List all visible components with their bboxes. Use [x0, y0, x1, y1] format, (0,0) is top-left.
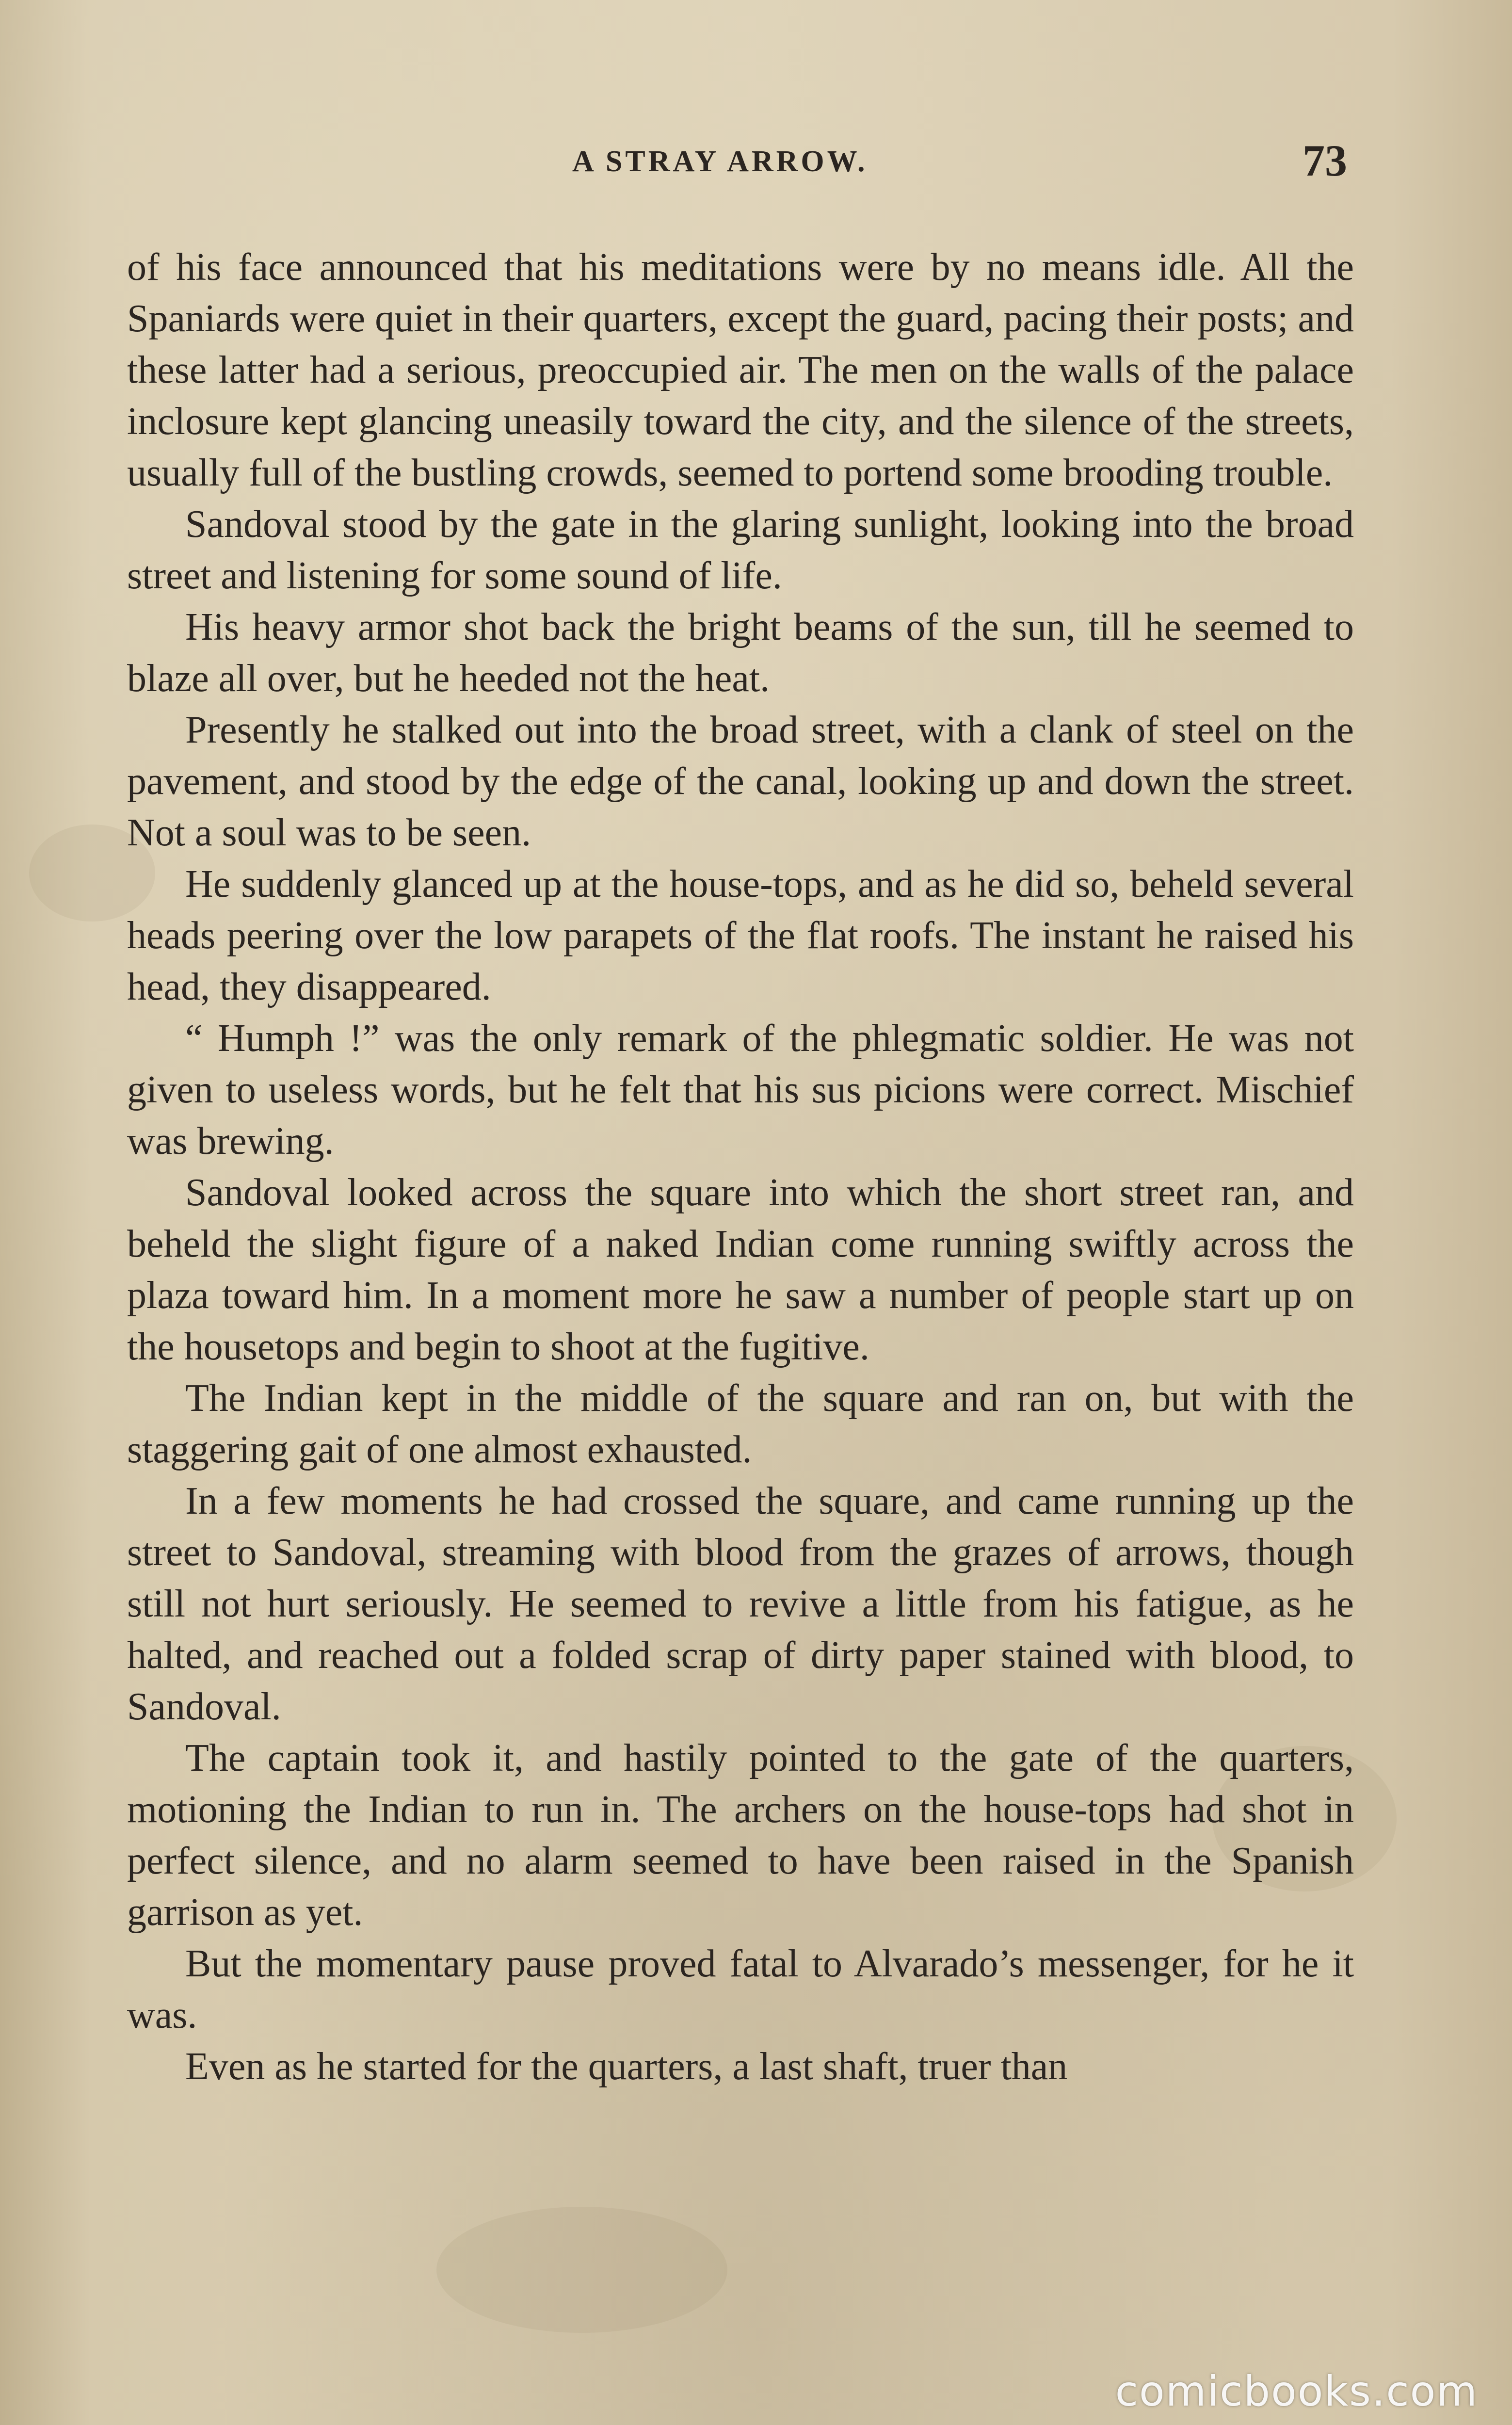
paragraph: Sandoval stood by the gate in the glaring sunlight, looking into the broad street and listening for some sound of life. [127, 503, 1354, 597]
running-head [0, 136, 1512, 198]
paragraph: The Indian kept in the middle of the square and ran on, but with the staggering gait of one almost exhausted. [127, 1377, 1354, 1471]
body-text [127, 242, 1354, 2092]
page-number: 73 [1303, 136, 1347, 185]
paragraph: Sandoval looked across the square into which the short street ran, and beheld the slight figure of a naked Indian come running swiftly across the plaza toward him. In a moment more he saw a number of people start up on the housetops and begin to shoot at the fugitive. [127, 1171, 1354, 1368]
paragraph: of his face announced that his meditations were by no means idle. All the Spaniards were quiet in their quarters, except the guard, pacing their posts; and these latter had a serious, preoccupied air. The men on the walls of the palace inclosure kept glancing uneasily toward the city, and the silence of the streets, usually full of the bustling crowds, seemed to portend some brooding trouble. [127, 246, 1354, 494]
paragraph: But the momentary pause proved fatal to Alvarado’s messenger, for he it was. [127, 1942, 1354, 2037]
paragraph: In a few moments he had crossed the square, and came running up the street to Sandoval, streaming with blood from the grazes of arrows, though still not hurt seriously. He seemed to revive a little from his fatigue, as he halted, and reached out a folded scrap of dirty paper stained with blood, to Sandoval. [127, 1480, 1354, 1728]
paragraph: “ Humph !” was the only remark of the phlegmatic soldier. He was not given to useless words, but he felt that his sus picions were correct. Mischief was brewing. [127, 1017, 1354, 1163]
watermark: comicbooks.com [1115, 2367, 1478, 2416]
paragraph: Even as he started for the quarters, a last shaft, truer than [185, 2045, 1068, 2088]
paragraph: Presently he stalked out into the broad street, with a clank of steel on the pavement, and stood by the edge of the canal, looking up and down the street. Not a soul was to be seen. [127, 709, 1354, 854]
paragraph: The captain took it, and hastily pointed to the gate of the quarters, motioning the Indian to run in. The archers on the house-tops had shot in perfect silence, and no alarm seemed to have been raised in the Spanish garrison as yet. [127, 1737, 1354, 1934]
paragraph: His heavy armor shot back the bright beams of the sun, till he seemed to blaze all over, but he heeded not the heat. [127, 606, 1354, 700]
paper-stain [436, 2207, 727, 2333]
paragraph: He suddenly glanced up at the house-tops, and as he did so, beheld several heads peering over the low parapets of the flat roofs. The instant he raised his head, they disappeared. [127, 863, 1354, 1008]
running-title: A STRAY ARROW. [572, 145, 868, 178]
